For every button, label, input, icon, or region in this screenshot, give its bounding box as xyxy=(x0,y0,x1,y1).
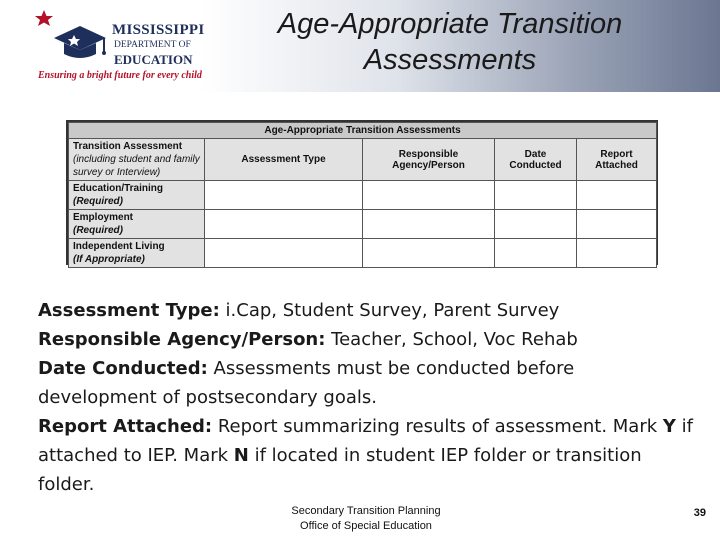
mark-n: N xyxy=(233,445,249,466)
title-line-2: Assessments xyxy=(363,44,537,76)
definition-label: Report Attached: xyxy=(38,416,213,437)
column-header-report: Report Attached xyxy=(577,139,657,181)
row-label-text: Education/Training xyxy=(73,183,164,194)
row-label xyxy=(69,210,205,239)
logo-line-3: EDUCATION xyxy=(114,52,193,67)
footer xyxy=(250,504,482,534)
definition-text: if located in student IEP folder or transition folder. xyxy=(38,445,642,495)
row-label-text: Employment xyxy=(73,212,134,223)
row-label xyxy=(69,239,205,268)
definition-label: Responsible Agency/Person: xyxy=(38,329,326,350)
table-row xyxy=(69,210,657,239)
form-caption: Age-Appropriate Transition Assessments xyxy=(69,123,657,139)
table-row xyxy=(69,181,657,210)
row-label-text: Independent Living xyxy=(73,241,165,252)
definition-text: Report summarizing results of assessment. Mark xyxy=(212,416,663,437)
row-label-note: (Required) xyxy=(73,225,123,236)
table-cell xyxy=(495,181,577,210)
title-line-1: Age-Appropriate Transition xyxy=(277,8,623,40)
table-cell xyxy=(205,181,363,210)
footer-line-1: Secondary Transition Planning xyxy=(291,505,441,517)
table-cell xyxy=(205,210,363,239)
table-cell xyxy=(495,210,577,239)
table-cell xyxy=(495,239,577,268)
column-header-responsible: Responsible Agency/Person xyxy=(363,139,495,181)
graduation-cap-star-icon xyxy=(34,6,112,68)
definition-label: Date Conducted: xyxy=(38,358,208,379)
page-number: 39 xyxy=(693,507,706,519)
table-cell xyxy=(577,181,657,210)
logo-line-2: DEPARTMENT OF xyxy=(114,40,191,50)
row-label xyxy=(69,181,205,210)
definition-text: if attached to IEP. Mark xyxy=(38,416,693,466)
mde-logo xyxy=(34,6,209,86)
definition-text: Teacher, School, Voc Rehab xyxy=(325,329,578,350)
logo-line-1: MISSISSIPPI xyxy=(112,22,205,38)
table-cell xyxy=(363,210,495,239)
definition-report-attached xyxy=(38,412,698,499)
table-cell xyxy=(577,210,657,239)
table-row xyxy=(69,239,657,268)
table-cell xyxy=(363,239,495,268)
definition-date-conducted xyxy=(38,354,698,412)
column-header-assessment-type: Assessment Type xyxy=(205,139,363,181)
page-title xyxy=(230,6,670,78)
mark-y: Y xyxy=(662,416,676,437)
assessment-form-table xyxy=(66,120,658,265)
definition-responsible xyxy=(38,325,698,354)
definition-label: Assessment Type: xyxy=(38,300,220,321)
row-label-note: (Required) xyxy=(73,196,123,207)
definition-text: Assessments must be conducted before development of postsecondary goals. xyxy=(38,358,575,408)
column-header-note: (including student and family survey or Interview) xyxy=(73,154,200,178)
definition-text: i.Cap, Student Survey, Parent Survey xyxy=(219,300,560,321)
definitions-text xyxy=(38,296,698,499)
header-band xyxy=(0,0,720,92)
table-cell xyxy=(363,181,495,210)
logo-tagline: Ensuring a bright future for every child xyxy=(38,70,202,81)
definition-assessment-type xyxy=(38,296,698,325)
column-header-date: Date Conducted xyxy=(495,139,577,181)
row-label-note: (If Appropriate) xyxy=(73,254,145,265)
table-cell xyxy=(577,239,657,268)
footer-line-2: Office of Special Education xyxy=(300,520,432,532)
column-header-title: Transition Assessment xyxy=(73,141,183,152)
column-header-transition-assessment xyxy=(69,139,205,181)
table-cell xyxy=(205,239,363,268)
